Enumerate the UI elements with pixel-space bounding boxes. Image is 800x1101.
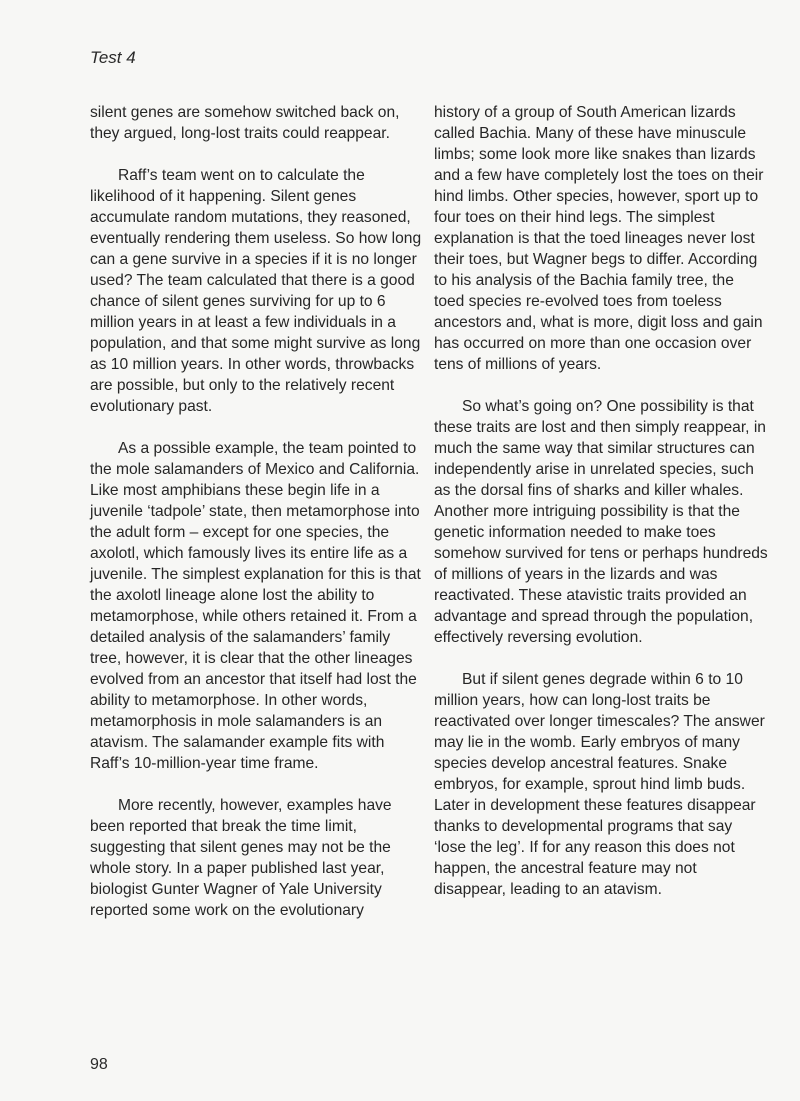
right-column <box>434 102 768 921</box>
running-head: Test 4 <box>90 48 136 67</box>
paragraph-bachia-lizards: history of a group of South American lizards called Bachia. Many of these have minuscule limbs; some look more like snakes than lizards and a few have completely lost the toes on their hind limbs. Other species, however, sport up to four toes on their hind legs. The simplest explanation is that the toed lineages never lost their toes, but Wagner begs to differ. According to his analysis of the Bachia family tree, the toed species re-evolved toes from toeless ancestors and, what is more, digit loss and gain has occurred on more than one occasion over tens of millions of years. <box>434 104 764 373</box>
paragraph-wagner-intro: More recently, however, examples have been reported that break the time limit, suggesting that silent genes may not be the whole story. In a paper published last year, biologist Gunter Wagner of Yale University reported some work on the evolutionary <box>90 797 392 919</box>
paragraph-embryos: But if silent genes degrade within 6 to 10 million years, how can long-lost traits be reactivated over longer timescales? The answer may lie in the womb. Early embryos of many species develop ancestral features. Snake embryos, for example, sprout hind limb buds. Later in development these features disappear thanks to developmental programs that say ‘lose the leg’. If for any reason this does not happen, the ancestral feature may not disappear, leading to an atavism. <box>434 671 765 898</box>
page-number: 98 <box>90 1056 108 1073</box>
left-column <box>90 102 424 942</box>
paragraph-continuation: silent genes are somehow switched back on, they argued, long-lost traits could reappear. <box>90 104 400 142</box>
paragraph-mole-salamanders: As a possible example, the team pointed to the mole salamanders of Mexico and California. Like most amphibians these begin life in a juvenile ‘tadpole’ state, then metamorphose into the adult form – except for one species, the axolotl, which famously lives its entire life as a juvenile. The simplest explanation for this is that the axolotl lineage alone lost the ability to metamorphose, while others retained it. From a detailed analysis of the salamanders’ family tree, however, it is clear that the other lineages evolved from an ancestor that itself had lost the ability to metamorphose. In other words, metamorphosis in mole salamanders is an atavism. The salamander example fits with Raff’s 10-million-year time frame. <box>90 440 421 772</box>
paragraph-possibilities: So what’s going on? One possibility is that these traits are lost and then simply reappear, in much the same way that similar structures can independently arise in unrelated species, such as the dorsal fins of sharks and killer whales. Another more intriguing possibility is that the genetic information needed to make toes somehow survived for tens or perhaps hundreds of millions of years in the lizards and was reactivated. These atavistic traits provided an advantage and spread through the population, effectively reversing evolution. <box>434 398 768 646</box>
paragraph-raff-calculation: Raff’s team went on to calculate the likelihood of it happening. Silent genes accumulate random mutations, they reasoned, eventually rendering them useless. So how long can a gene survive in a species if it is no longer used? The team calculated that there is a good chance of silent genes surviving for up to 6 million years in at least a few individuals in a population, and that some might survive as long as 10 million years. In other words, throwbacks are possible, but only to the relatively recent evolutionary past. <box>90 167 422 415</box>
